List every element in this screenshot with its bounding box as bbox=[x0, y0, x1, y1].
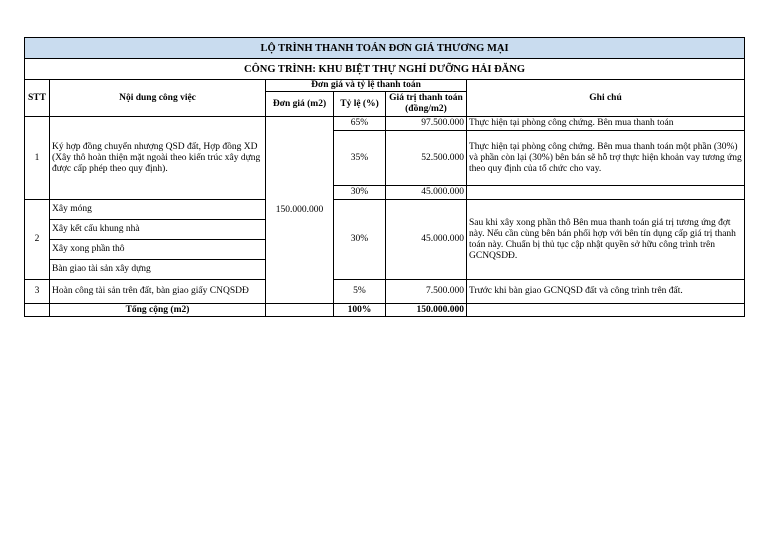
sheet-title: LỘ TRÌNH THANH TOÁN ĐƠN GIÁ THƯƠNG MẠI bbox=[25, 38, 745, 59]
project-name: CÔNG TRÌNH: KHU BIỆT THỰ NGHỈ DƯỠNG HẢI ĐĂNG bbox=[25, 59, 745, 80]
row2-item-1: Xây móng bbox=[50, 200, 266, 220]
payment-schedule-table bbox=[24, 37, 745, 317]
header-price-group: Đơn giá và tỷ lệ thanh toán bbox=[266, 80, 467, 92]
header-value: Giá trị thanh toán (đồng/m2) bbox=[386, 92, 467, 117]
row1a-value: 97.500.000 bbox=[386, 117, 467, 131]
row3-content: Hoàn công tài sản trên đất, bàn giao giấy CNQSDĐ bbox=[50, 280, 266, 304]
row3-rate: 5% bbox=[334, 280, 386, 304]
header-content: Nội dung công việc bbox=[50, 80, 266, 117]
row3-stt: 3 bbox=[25, 280, 50, 304]
row1b-value: 52.500.000 bbox=[386, 131, 467, 186]
unit-price-cell: 150.000.000 bbox=[266, 117, 334, 304]
row2-item-2: Xây kết cấu khung nhà bbox=[50, 220, 266, 240]
header-stt: STT bbox=[25, 80, 50, 117]
total-stt bbox=[25, 304, 50, 317]
total-label: Tổng cộng (m2) bbox=[50, 304, 266, 317]
row1c-note bbox=[467, 186, 745, 200]
row1a-note: Thực hiện tại phòng công chứng. Bên mua thanh toán bbox=[467, 117, 745, 131]
row1b-note: Thực hiện tại phòng công chứng. Bên mua thanh toán một phần (30%) và phần còn lại (30%) bên bán sẽ hỗ trợ thực hiện khoản vay tương ứng theo quy định của tổ chức cho vay. bbox=[467, 131, 745, 186]
total-value: 150.000.000 bbox=[386, 304, 467, 317]
row3-value: 7.500.000 bbox=[386, 280, 467, 304]
row2-item-3: Xây xong phần thô bbox=[50, 240, 266, 260]
row1a-rate: 65% bbox=[334, 117, 386, 131]
row2-value: 45.000.000 bbox=[386, 200, 467, 280]
header-rate: Tỷ lệ (%) bbox=[334, 92, 386, 117]
row1-content: Ký hợp đồng chuyển nhượng QSD đất, Hợp đồng XD (Xây thô hoàn thiện mặt ngoài theo kiến trúc xây dựng được cấp phép theo quy định). bbox=[50, 117, 266, 200]
row2-item-4: Bàn giao tài sản xây dựng bbox=[50, 260, 266, 280]
row2-stt: 2 bbox=[25, 200, 50, 280]
total-note bbox=[467, 304, 745, 317]
row1b-rate: 35% bbox=[334, 131, 386, 186]
row2-note: Sau khi xây xong phần thô Bên mua thanh toán giá trị tương ứng đợt này. Nếu cần cùng bên bán phối hợp với bên tín dụng cấp giá trị thanh toán này. Chuẩn bị thủ tục cập nhật quyền sở hữu công trình trên GCNQSDĐ. bbox=[467, 200, 745, 280]
row1c-rate: 30% bbox=[334, 186, 386, 200]
row1c-value: 45.000.000 bbox=[386, 186, 467, 200]
header-unit-price: Đơn giá (m2) bbox=[266, 92, 334, 117]
total-unit-price bbox=[266, 304, 334, 317]
row2-rate: 30% bbox=[334, 200, 386, 280]
row3-note: Trước khi bàn giao GCNQSD đất và công trình trên đất. bbox=[467, 280, 745, 304]
header-note: Ghi chú bbox=[467, 80, 745, 117]
row1-stt: 1 bbox=[25, 117, 50, 200]
total-rate: 100% bbox=[334, 304, 386, 317]
